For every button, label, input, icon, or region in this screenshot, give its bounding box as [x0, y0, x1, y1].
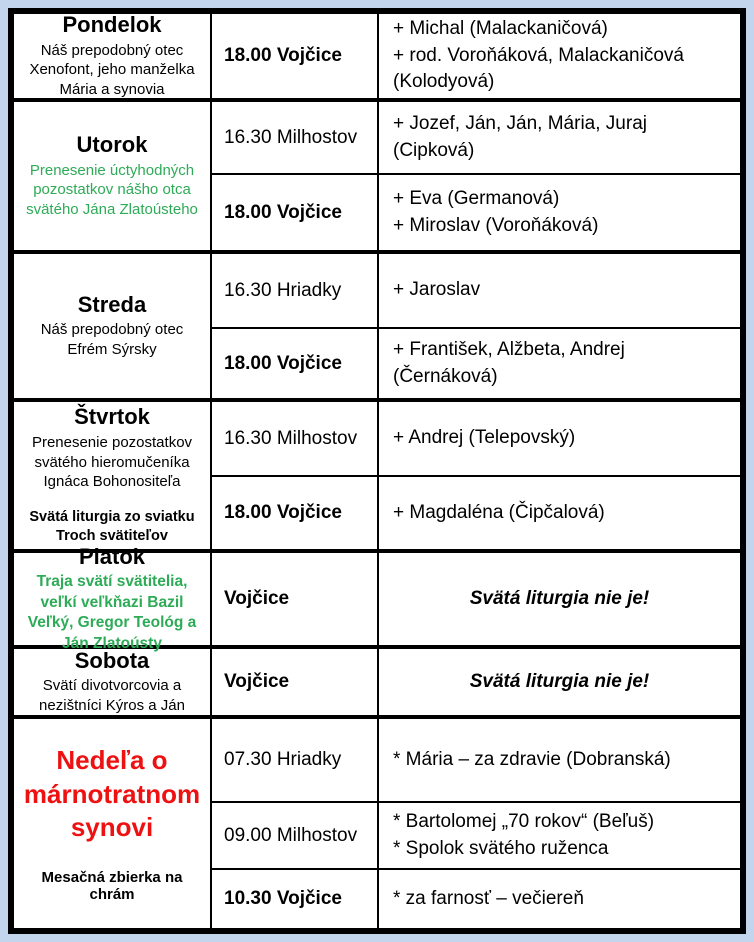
day-note: Náš prepodobný otec Efrém Sýrsky: [40, 321, 184, 359]
time-place-cell: 18.00 Vojčice: [212, 475, 379, 549]
time-place-cell: 18.00 Vojčice: [212, 14, 379, 98]
intention-line: + Jaroslav: [393, 279, 481, 301]
day-row-pondelok: [14, 14, 740, 98]
intentions-cell: [379, 327, 740, 398]
day-cell: [14, 543, 212, 652]
intention-line: * Spolok svätého ruženca: [393, 837, 609, 859]
collection-note: Mesačná zbierka na chrám: [41, 869, 183, 904]
day-row-piatok: [14, 543, 740, 652]
time-place-cell: 16.30 Milhostov: [212, 402, 379, 475]
day-title: Utorok: [76, 132, 148, 158]
intentions-cell: [379, 254, 740, 327]
day-title: Štvrtok: [74, 404, 150, 430]
day-title: Streda: [77, 292, 147, 317]
intention-line: + Michal (Malackaničová): [393, 17, 608, 39]
day-row-nedela: [14, 715, 740, 928]
day-note: Prenesenie pozostatkov svätého hieromučeníka Ignáca Bohonositeľa: [31, 433, 193, 491]
no-liturgy-notice: Svätá liturgia nie je!: [469, 587, 650, 609]
time-place-cell: Vojčice: [212, 649, 379, 715]
intention-line: * Bartolomej „70 rokov“ (Beľuš): [393, 810, 655, 832]
day-title: Pondelok: [62, 12, 162, 38]
intention-line: + rod. Voroňáková, Malackaničová (Kolodyová): [393, 44, 684, 93]
intention-line: + Andrej (Telepovský): [393, 427, 576, 449]
no-liturgy-notice: Svätá liturgia nie je!: [469, 670, 650, 692]
time-place-cell: 07.30 Hriadky: [212, 719, 379, 801]
intentions-cell: [379, 719, 740, 801]
intentions-cell: [379, 102, 740, 173]
intentions-cell: [379, 173, 740, 250]
intentions-cell: [379, 801, 740, 868]
liturgical-schedule-table: [8, 8, 746, 934]
intentions-cell: [379, 868, 740, 928]
time-place-cell: 10.30 Vojčice: [212, 868, 379, 928]
intention-line: + Eva (Germanová): [393, 187, 560, 209]
intention-line: * Mária – za zdravie (Dobranská): [393, 748, 671, 770]
day-row-streda: [14, 250, 740, 398]
day-row-utorok: [14, 98, 740, 250]
intention-line: + Jozef, Ján, Ján, Mária, Juraj (Cipková): [393, 112, 647, 161]
day-note: Náš prepodobný otec Xenofont, jeho manželka Mária a synovia: [29, 41, 195, 99]
intentions-cell: [379, 649, 740, 715]
day-cell: [14, 254, 212, 398]
day-row-stvrtok: [14, 398, 740, 549]
day-cell: [14, 402, 212, 549]
day-note: Traja svätí svätitelia, veľkí veľkňazi Bazil Veľký, Gregor Teológ a Ján Zlatoústy: [27, 573, 197, 652]
day-cell: [14, 102, 212, 250]
intentions-cell: [379, 553, 740, 645]
time-place-cell: 18.00 Vojčice: [212, 173, 379, 250]
intentions-cell: [379, 475, 740, 549]
day-title: Nedeľa o márnotratnom synovi: [23, 744, 201, 843]
day-cell: [14, 719, 212, 928]
time-place-cell: 09.00 Milhostov: [212, 801, 379, 868]
day-note: Svätí divotvorcovia a nezištníci Kýros a Ján: [39, 677, 185, 715]
intention-line: + Miroslav (Voroňáková): [393, 214, 599, 236]
intentions-cell: [379, 402, 740, 475]
day-title: Piatok: [78, 543, 146, 569]
intention-line: + Magdaléna (Čipčalová): [393, 501, 605, 523]
day-title: Sobota: [74, 648, 150, 674]
intentions-cell: [379, 14, 740, 98]
intention-line: + František, Alžbeta, Andrej (Černáková): [393, 338, 625, 387]
day-feast-note: Svätá liturgia zo sviatku Troch svätiteľov: [29, 509, 195, 545]
day-cell: [14, 649, 212, 715]
day-note: Prenesenie úctyhodných pozostatkov nášho otca svätého Jána Zlatoústeho: [26, 161, 198, 219]
day-row-sobota: [14, 645, 740, 715]
intention-line: * za farnosť – večiereň: [393, 887, 584, 909]
time-place-cell: 16.30 Hriadky: [212, 254, 379, 327]
time-place-cell: Vojčice: [212, 553, 379, 645]
day-cell: [14, 14, 212, 98]
time-place-cell: 16.30 Milhostov: [212, 102, 379, 173]
time-place-cell: 18.00 Vojčice: [212, 327, 379, 398]
